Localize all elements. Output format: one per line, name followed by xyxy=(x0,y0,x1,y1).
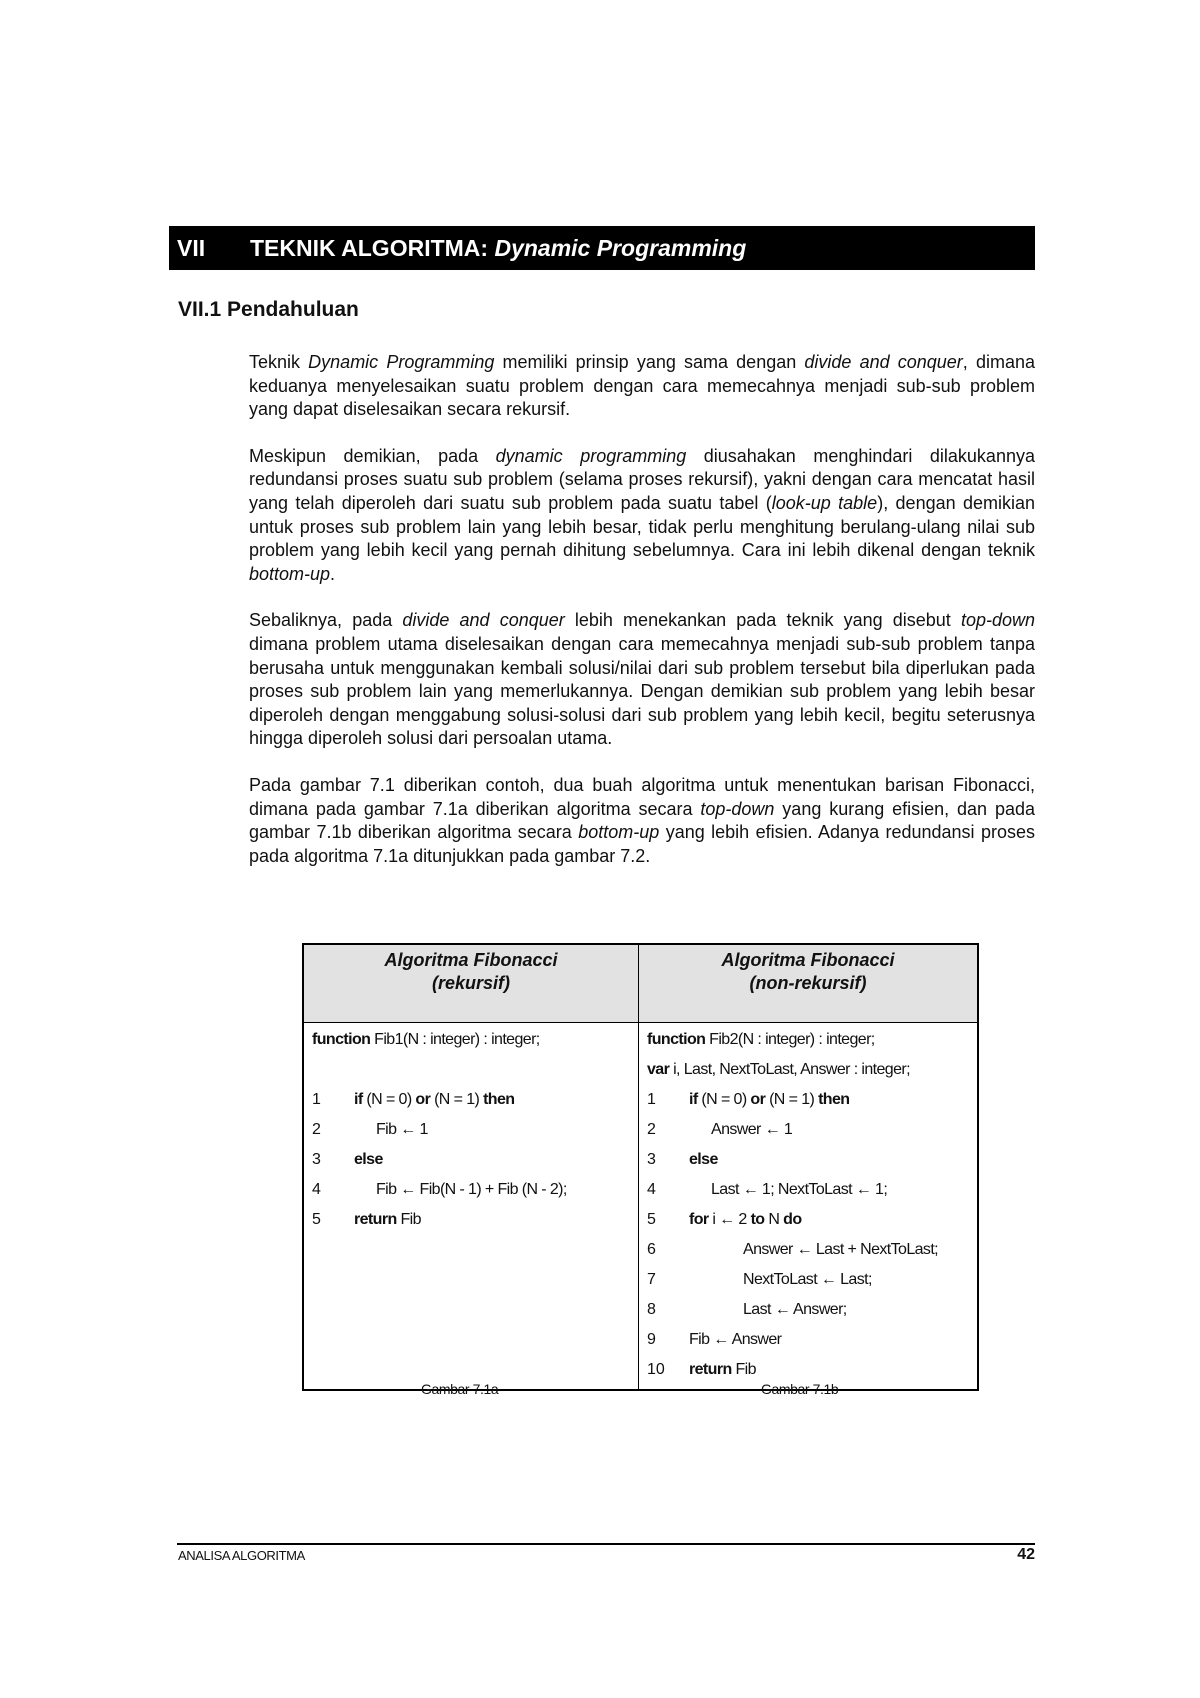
code-line: 4 Fib ← Fib(N - 1) + Fib (N - 2); xyxy=(312,1181,567,1198)
paragraph-2: Meskipun demikian, pada dynamic programming diusahakan menghindari dilakukannya redundansi proses suatu sub problem (selama proses rekursif), yakni dengan cara mencatat hasil yang telah diperoleh dari suatu sub problem pada suatu tabel (look-up table), dengan demikian untuk proses sub problem lain yang lebih besar, tidak perlu menghitung berulang-ulang nilai sub problem yang lebih kecil yang pernah dihitung sebelumnya. Cara ini lebih dikenal dengan teknik bottom-up. xyxy=(249,445,1035,584)
code-line: 5 return Fib xyxy=(312,1211,421,1228)
code-line: 9 Fib ← Answer xyxy=(647,1331,782,1348)
code-line: 3 else xyxy=(647,1151,718,1168)
code-line: 1 if (N = 0) or (N = 1) then xyxy=(647,1091,850,1108)
chapter-title-prefix: TEKNIK ALGORITMA: xyxy=(250,234,489,261)
code-line: var i, Last, NextToLast, Answer : integer; xyxy=(647,1061,910,1078)
paragraph-3: Sebaliknya, pada divide and conquer lebih menekankan pada teknik yang disebut top-down dimana problem utama diselesaikan dengan cara memecahnya menjadi sub-sub problem tanpa berusaha untuk menggunakan kembali solusi/nilai dari sub problem tersebut bila diperlukan pada proses sub problem lain yang memerlukannya. Dengan demikian sub problem yang lebih besar diperoleh dengan menggabung solusi-solusi dari sub problem yang lebih kecil, begitu seterusnya hingga diperoleh solusi dari persoalan utama. xyxy=(249,610,1035,749)
code-line: 2 Answer ← 1 xyxy=(647,1121,793,1138)
code-recursive xyxy=(303,1023,639,1391)
page-number: 42 xyxy=(1017,1546,1035,1563)
header-recursive: Algoritma Fibonacci (rekursif) xyxy=(303,944,639,1023)
code-line: 4 Last ← 1; NextToLast ← 1; xyxy=(647,1181,888,1198)
body-text xyxy=(249,351,1035,891)
code-line: function Fib2(N : integer) : integer; xyxy=(647,1031,875,1048)
caption-figure-7-1b: Gambar 7.1b xyxy=(761,1381,839,1397)
paragraph-1: Teknik Dynamic Programming memiliki prinsip yang sama dengan divide and conquer, dimana keduanya menyelesaikan suatu problem dengan cara memecahnya menjadi sub-sub problem yang dapat diselesaikan secara rekursif. xyxy=(249,352,1035,420)
code-line: 5 for i ← 2 to N do xyxy=(647,1211,802,1228)
caption-figure-7-1a: Gambar 7.1a xyxy=(421,1381,499,1397)
code-line: function Fib1(N : integer) : integer; xyxy=(312,1031,540,1048)
code-line: 7 NextToLast ← Last; xyxy=(647,1271,872,1288)
footer-title: ANALISA ALGORITMA xyxy=(178,1548,305,1563)
chapter-number: VII xyxy=(177,234,206,261)
chapter-title-italic: Dynamic Programming xyxy=(494,234,747,261)
code-line xyxy=(312,1055,630,1085)
footer-rule xyxy=(177,1543,1035,1545)
fibonacci-algorithm-table xyxy=(302,943,979,1391)
code-line: 8 Last ← Answer; xyxy=(647,1301,847,1318)
code-line: 10 return Fib xyxy=(647,1361,756,1378)
paragraph-4: Pada gambar 7.1 diberikan contoh, dua buah algoritma untuk menentukan barisan Fibonacci, dimana pada gambar 7.1a diberikan algoritma secara top-down yang kurang efisien, dan pada gambar 7.1b diberikan algoritma secara bottom-up yang lebih efisien. Adanya redundansi proses pada algoritma 7.1a ditunjukkan pada gambar 7.2. xyxy=(249,774,1035,866)
header-nonrecursive: Algoritma Fibonacci (non-rekursif) xyxy=(639,944,979,1023)
chapter-heading xyxy=(169,226,1035,270)
code-line: 3 else xyxy=(312,1151,383,1168)
code-line: 1 if (N = 0) or (N = 1) then xyxy=(312,1091,515,1108)
chapter-title xyxy=(250,235,746,262)
code-line: 6 Answer ← Last + NextToLast; xyxy=(647,1241,939,1258)
code-nonrecursive xyxy=(639,1023,979,1391)
section-title: VII.1 Pendahuluan xyxy=(178,298,359,321)
code-line: 2 Fib ← 1 xyxy=(312,1121,428,1138)
